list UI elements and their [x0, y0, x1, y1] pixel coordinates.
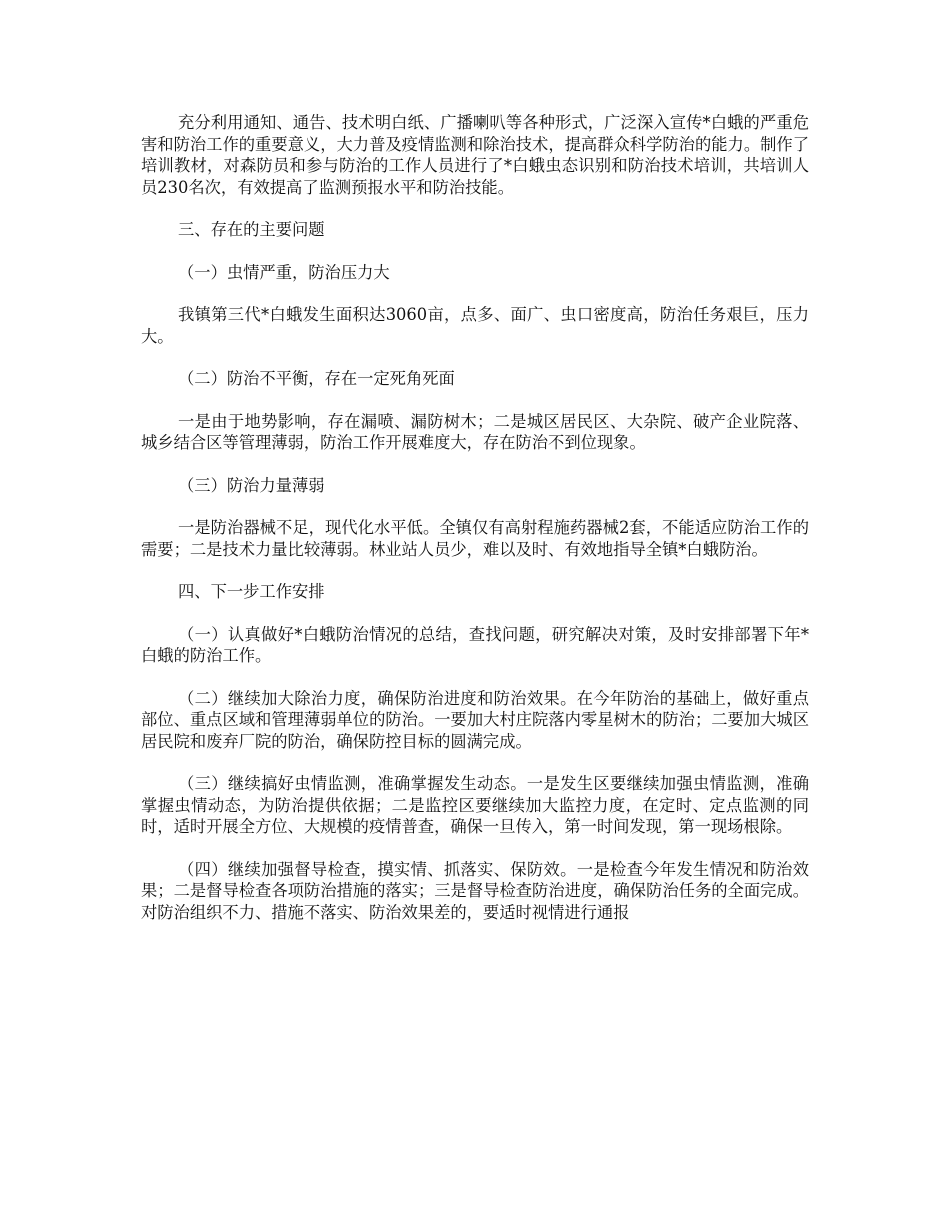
document-body — [141, 112, 809, 944]
paragraph-publicity-training: 充分利用通知、通告、技术明白纸、广播喇叭等各种形式，广泛深入宣传*白蛾的严重危害和防治工作的重要意义，大力普及疫情监测和除治技术，提高群众科学防治的能力。制作了培训教材，对森防员和参与防治的工作人员进行了*白蛾虫态识别和防治技术培训，共培训人员230名次，有效提高了监测预报水平和防治技能。 — [141, 113, 809, 197]
section-heading-next-steps: 四、下一步工作安排 — [178, 582, 325, 601]
subheading-weak-capacity: （三）防治力量薄弱 — [178, 475, 325, 495]
paragraph-next-step-2: （二）继续加大除治力度，确保防治进度和防治效果。在今年防治的基础上，做好重点部位、重点区域和管理薄弱单位的防治。一要加大村庄院落内零星树木的防治；二要加大城区居民院和废弃厂院的防治，确保防控目标的圆满完成。 — [141, 688, 809, 751]
paragraph-next-step-3: （三）继续搞好虫情监测，准确掌握发生动态。一是发生区要继续加强虫情监测，准确掌握虫情动态，为防治提供依据；二是监控区要继续加大监控力度，在定时、定点监测的同时，适时开展全方位、大规模的疫情普查，确保一旦传入，第一时间发现，第一现场根除。 — [141, 774, 809, 836]
paragraph-next-step-4: （四）继续加强督导检查，摸实情、抓落实、保防效。一是检查今年发生情况和防治效果；二是督导检查各项防治措施的落实；三是督导检查防治进度，确保防治任务的全面完成。对防治组织不力、措施不落实、防治效果差的，要适时视情进行通报 — [141, 859, 809, 922]
subheading-unbalanced-control: （二）防治不平衡，存在一定死角死面 — [178, 369, 455, 388]
paragraph-equipment-shortage: 一是防治器械不足，现代化水平低。全镇仅有高射程施药器械2套，不能适应防治工作的需要；二是技术力量比较薄弱。林业站人员少，难以及时、有效地指导全镇*白蛾防治。 — [141, 518, 809, 559]
section-heading-main-problems: 三、存在的主要问题 — [178, 220, 325, 239]
paragraph-blind-spots: 一是由于地势影响，存在漏喷、漏防树木；二是城区居民区、大杂院、破产企业院落、城乡结合区等管理薄弱，防治工作开展难度大，存在防治不到位现象。 — [141, 411, 809, 452]
paragraph-infestation-area: 我镇第三代*白蛾发生面积达3060亩，点多、面广、虫口密度高，防治任务艰巨，压力大。 — [141, 305, 809, 346]
paragraph-next-step-1: （一）认真做好*白蛾防治情况的总结，查找问题，研究解决对策，及时安排部署下年*白蛾的防治工作。 — [141, 624, 809, 665]
subheading-severe-infestation: （一）虫情严重，防治压力大 — [178, 262, 390, 282]
